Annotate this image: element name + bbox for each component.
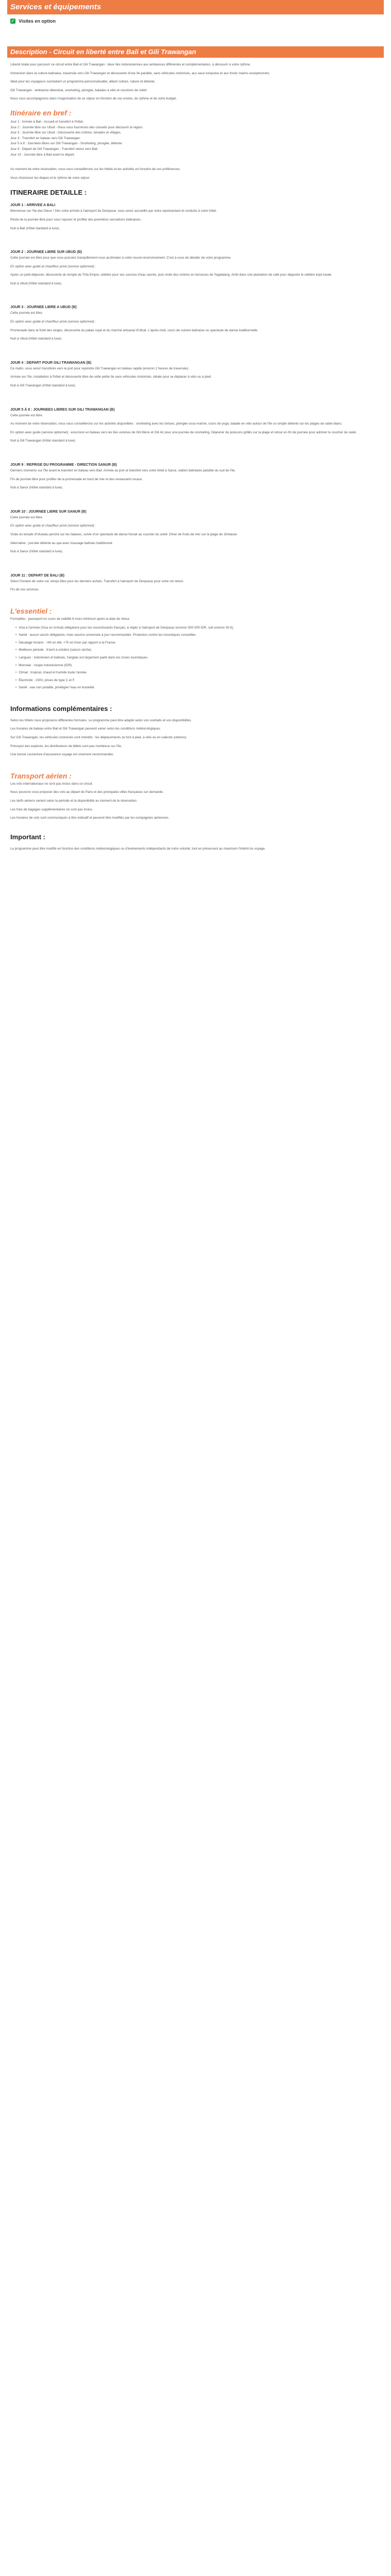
bullet-icon: •: [15, 640, 17, 645]
day-paragraph: Alternative : journée détente au spa avec massage balinais traditionnel.: [10, 541, 113, 545]
day-paragraph: Nuit à Bali (Hôtel standard à luxe).: [10, 226, 60, 230]
transport-paragraph: Nous pouvons vous proposer des vols au départ de Paris et des principales villes françaises sur demande.: [10, 790, 164, 794]
list-item-text: Visa à l'arrivée (Visa on Arrival) obligatoire pour les ressortissants français, à régler à l'aéroport de Denpasar (environ 500 000 IDR, soit environ 30 €).: [19, 625, 234, 630]
list-item-text: Électricité : 230V, prises de type C et F.: [19, 678, 75, 682]
list-item-text: Décalage horaire : +6h en été, +7h en hiver par rapport à la France.: [19, 640, 117, 645]
itinerary-line: Jour 5 à 8 : Journées libres sur Gili Trawangan - Snorkeling, plongée, détente.: [10, 142, 123, 146]
itinerary-line: Jour 4 : Transfert en bateau vers Gili Trawangan.: [10, 136, 81, 140]
day-paragraph: Derniers moments sur l'île avant le transfert en bateau vers Bali. Arrivée au port et transfert vers votre hôtel à Sanur, station balnéaire paisible du sud de l'île.: [10, 469, 236, 472]
infos-title: Informations complémentaires :: [10, 704, 112, 713]
day-paragraph: Cette journée est libre.: [10, 311, 43, 315]
list-item: [15, 686, 381, 690]
day-title: JOUR 11 : DEPART DE BALI (B): [10, 573, 64, 578]
itinerary-note: Au moment de votre réservation, nous vous conseillerons sur les hôtels et les activités en fonction de vos préférences.: [10, 167, 181, 172]
main-content: [0, 58, 391, 851]
bullet-icon: •: [15, 686, 17, 690]
day-paragraph: Bienvenue sur l'île des Dieux ! Dès votre arrivée à l'aéroport de Denpasar, vous serez accueillis par notre représentant et conduits à votre hôtel.: [10, 209, 217, 213]
day-paragraph: Nuit à Ubud (Hôtel standard à luxe).: [10, 337, 62, 341]
day-title: JOUR 10 : JOURNEE LIBRE SUR SANUR (B): [10, 510, 87, 514]
transport-paragraph: Les vols internationaux ne sont pas inclus dans ce circuit.: [10, 782, 93, 786]
day-paragraph: Cette journée est libre.: [10, 413, 43, 417]
services-title: Services et équipements: [10, 3, 101, 11]
list-item: [15, 641, 381, 646]
infos-paragraph: Sur Gili Trawangan, les véhicules motorisés sont interdits : les déplacements se font à pied, à vélo ou en calèche (cidomo).: [10, 736, 187, 740]
day-paragraph: Après un petit-déjeuner, découverte du temple de Tirta Empul, célèbre pour ses sources d'eau sacrée, puis visite des rizières en terrasses de Tegalalang. Arrêt dans une plantation de café pour déguster le célèbre kopi luwak.: [10, 273, 332, 277]
list-item: [15, 656, 381, 660]
list-item-text: Santé : aucun vaccin obligatoire, mais vaccins universels à jour recommandés. Protection contre les moustiques conseillée.: [19, 633, 197, 637]
day-paragraph: En option avec guide et chauffeur privé (service optionnel) :: [10, 524, 96, 528]
bullet-icon: •: [15, 671, 17, 675]
bullet-icon: •: [15, 648, 17, 652]
infos-paragraph: Prévoyez des espèces, les distributeurs de billets sont peu nombreux sur l'île.: [10, 744, 122, 748]
essentiel-title: L'essentiel :: [10, 606, 52, 615]
list-item-text: Climat : tropical, chaud et humide toute l'année.: [19, 671, 88, 675]
day-paragraph: Nuit à Sanur (Hôtel standard à luxe).: [10, 486, 63, 490]
transport-paragraph: Les horaires de vols sont communiqués à titre indicatif et peuvent être modifiés par les compagnies aériennes.: [10, 816, 170, 820]
visites-option: [10, 19, 381, 24]
day-paragraph: Nuit à Gili Trawangan (Hôtel standard à luxe).: [10, 384, 76, 388]
itinerary-line: Jour 10 : Journée libre à Bali avant le départ.: [10, 152, 75, 157]
day-paragraph: Fin de nos services.: [10, 588, 39, 592]
list-item: [15, 626, 381, 631]
description-paragraph: Nous vous accompagnons dans l'organisation de ce séjour en fonction de vos envies, du rythme et de votre budget.: [10, 97, 177, 101]
day-title: JOUR 3 : JOURNEE LIBRE A UBUD (B): [10, 306, 77, 310]
list-item: [15, 648, 381, 653]
day-paragraph: Ce matin, vous serez transférés vers le port pour rejoindre Gili Trawangan en bateau rapide (environ 2 heures de traversée).: [10, 366, 189, 370]
list-item-text: Monnaie : roupie indonésienne (IDR).: [19, 663, 73, 667]
day-paragraph: Fin de journée libre pour profiter de la promenade en bord de mer et des restaurants locaux.: [10, 477, 143, 481]
day-title: JOUR 9 : REPRISE DU PROGRAMME - DIRECTION SANUR (B): [10, 463, 117, 467]
important-title: Important :: [10, 833, 45, 841]
check-icon: ✓: [11, 19, 15, 23]
bullet-icon: •: [15, 663, 17, 667]
day-paragraph: En option avec guide (service optionnel) : excursion en bateau vers les îles voisines de Gili Meno et Gili Air pour une journée de snorkeling. Déjeuner de poissons grillés sur la plage et retour en fin de journée pour admirer le coucher de soleil.: [10, 430, 357, 434]
list-item: [15, 671, 381, 675]
day-paragraph: Au moment de votre réservation, nous vous conseillerons sur les activités disponibles : snorkeling avec les tortues, plongée sous-marine, cours de yoga, balade en vélo autour de l'île ou simple détente sur les plages de sable blanc.: [10, 422, 343, 426]
list-item: [15, 633, 381, 638]
visites-label: Visites en option: [19, 19, 56, 24]
bullet-icon: •: [15, 655, 17, 659]
itinerary-line: Jour 3 : Journée libre sur Ubud - Découverte des rizières, temples et villages.: [10, 131, 122, 135]
itinerary-note: Vous choisissez les étapes et le rythme de votre séjour.: [10, 176, 90, 180]
description-paragraph: Idéal pour les voyageurs souhaitant un programme personnalisable, alliant culture, nature et détente.: [10, 80, 156, 84]
day-paragraph: Promenade dans la forêt des singes, découverte du palais royal et du marché artisanal d'Ubud. L'après-midi, cours de cuisine balinaise ou spectacle de danse traditionnelle.: [10, 328, 258, 332]
day-paragraph: En option avec guide et chauffeur privé (service optionnel) :: [10, 264, 96, 268]
description-title: Description - Circuit en liberté entre Bali et Gili Trawangan: [10, 48, 197, 56]
day-paragraph: Nuit à Ubud (Hôtel standard à luxe).: [10, 281, 62, 285]
description-paragraph: Liberté totale pour parcourir ce circuit entre Bali et Gili Trawangan : deux îles indonésiennes aux ambiances différentes et complémentaires, à découvrir à votre rythme.: [10, 63, 251, 66]
bullet-icon: •: [15, 625, 17, 630]
list-item-text: Meilleure période : d'avril à octobre (saison sèche).: [19, 648, 92, 652]
list-item: [15, 664, 381, 668]
day-paragraph: Selon l'horaire de votre vol, temps libre pour les derniers achats. Transfert à l'aéroport de Denpasar pour votre vol retour.: [10, 579, 184, 583]
services-header: [7, 0, 384, 14]
transport-title: Transport aérien :: [10, 771, 72, 780]
list-item: [15, 679, 381, 683]
infos-paragraph: Les horaires de bateau entre Bali et Gili Trawangan peuvent varier selon les conditions météorologiques.: [10, 727, 161, 731]
day-paragraph: Nuit à Gili Trawangan (Hôtel standard à luxe).: [10, 439, 76, 443]
day-paragraph: Cette journée est libre.: [10, 515, 43, 519]
transport-paragraph: Les tarifs aériens varient selon la période et la disponibilité au moment de la réservation.: [10, 799, 138, 803]
detailed-itinerary-title: ITINERAIRE DETAILLE :: [10, 189, 87, 197]
day-paragraph: Arrivée sur l'île, installation à l'hôtel et découverte libre de cette petite île sans véhicules motorisés, idéale pour se déplacer à vélo ou à pied.: [10, 375, 212, 379]
page: [0, 0, 391, 855]
itinerary-line: Jour 1 : Arrivée à Bali - Accueil et transfert à l'hôtel.: [10, 120, 84, 124]
day-title: JOUR 5 À 8 : JOURNEES LIBRES SUR GILI TRAWANGAN (B): [10, 408, 115, 412]
infos-paragraph: Selon les hôtels nous proposons différentes formules. Le programme peut être adapté selon vos souhaits et vos disponibilités.: [10, 718, 192, 722]
description-paragraph: Immersion dans la culture balinaise, traversée vers Gili Trawangan et découverte d'une île paisible, sans véhicules motorisés, aux eaux turquoise et aux fonds marins exceptionnels.: [10, 71, 270, 75]
important-paragraph: Le programme peut être modifié en fonction des conditions météorologiques ou d'événements indépendants de notre volonté, tout en préservant au maximum l'intérêt du voyage.: [10, 846, 266, 851]
bullet-icon: •: [15, 678, 17, 682]
day-title: JOUR 4 : DEPART POUR GILI TRAWANGAN (B): [10, 361, 91, 365]
day-paragraph: En option avec guide et chauffeur privé (service optionnel) :: [10, 320, 96, 324]
day-paragraph: Visite du temple d'Uluwatu perché sur les falaises, suivie d'un spectacle de danse Kecak au coucher du soleil. Dîner de fruits de mer sur la plage de Jimbaran.: [10, 532, 238, 536]
list-item-text: Santé : eau non potable, privilégier l'eau en bouteille.: [19, 686, 95, 690]
day-paragraph: Nuit à Sanur (Hôtel standard à luxe).: [10, 550, 63, 554]
infos-paragraph: Une bonne couverture d'assurance voyage est vivement recommandée.: [10, 753, 114, 757]
list-item-text: Langues : indonésien et balinais, l'anglais est largement parlé dans les zones touristiques.: [19, 655, 149, 659]
day-title: JOUR 2 : JOURNEE LIBRE SUR UBUD (B): [10, 250, 82, 255]
day-paragraph: Reste de la journée libre pour vous reposer et profiter des premières sensations balinaises.: [10, 217, 142, 222]
bullet-icon: •: [15, 633, 17, 637]
itinerary-line: Jour 2 : Journée libre sur Ubud - Nous vous fournirons des conseils pour découvrir la région.: [10, 125, 143, 129]
itinerary-brief-title: Itinéraire en bref :: [10, 108, 72, 117]
itinerary-line: Jour 9 : Départ de Gili Trawangan - Transfert retour vers Bali.: [10, 147, 99, 151]
day-title: JOUR 1 : ARRIVEE A BALI: [10, 204, 56, 208]
description-header: [7, 46, 384, 58]
description-paragraph: Gili Trawangan : ambiance détendue, snorkeling, plongée, balades à vélo et couchers de soleil.: [10, 88, 148, 92]
day-paragraph: Cette journée est libre pour que vous puissiez tranquillement vous acclimater à votre nouvel environnement. C'est à vous de décider de votre programme.: [10, 256, 232, 260]
essentiel-intro: Formalités : passeport en cours de validité 6 mois minimum après la date de retour.: [10, 617, 131, 621]
transport-paragraph: Les frais de bagages supplémentaires ne sont pas inclus.: [10, 807, 93, 811]
